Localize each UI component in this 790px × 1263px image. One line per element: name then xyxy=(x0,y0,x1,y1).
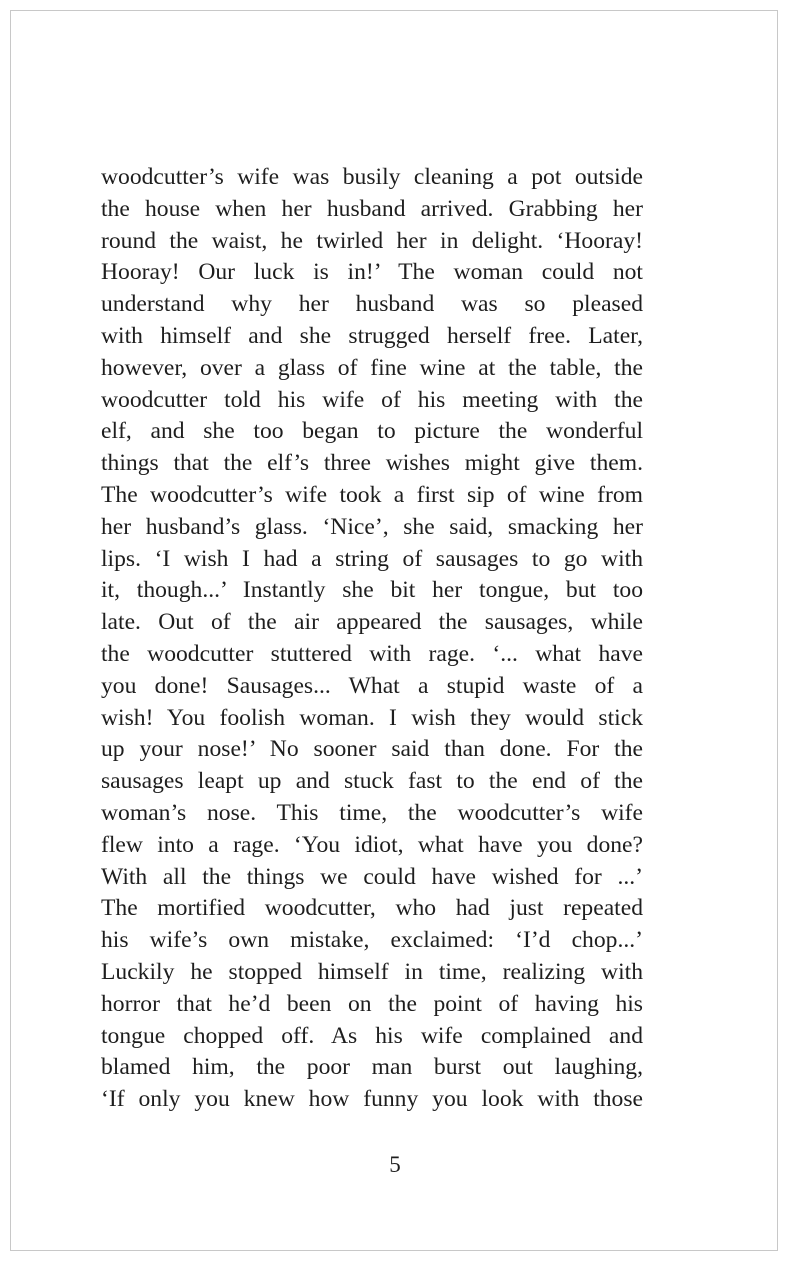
text-line: up your nose!’ No sooner said than done. For the xyxy=(101,736,643,763)
text-line: Hooray! Our luck is in!’ The woman could not xyxy=(101,259,643,286)
text-line: round the waist, he twirled her in delight. ‘Hooray! xyxy=(101,227,643,254)
text-line: understand why her husband was so pleased xyxy=(101,291,643,318)
text-line: horror that he’d been on the point of having his xyxy=(101,990,643,1017)
text-line: The mortified woodcutter, who had just repeated xyxy=(101,895,643,922)
text-line: lips. ‘I wish I had a string of sausages to go with xyxy=(101,545,643,572)
text-line: woodcutter’s wife was busily cleaning a pot outside xyxy=(101,164,643,190)
text-line: Luckily he stopped himself in time, realizing with xyxy=(101,958,643,985)
text-line: however, over a glass of fine wine at the table, the xyxy=(101,354,643,381)
text-line: things that the elf’s three wishes might give them. xyxy=(101,450,643,477)
body-text xyxy=(101,162,643,1116)
text-line: sausages leapt up and stuck fast to the end of the xyxy=(101,768,643,795)
text-line: woman’s nose. This time, the woodcutter’s wife xyxy=(101,799,643,826)
page-number: 5 xyxy=(389,1152,401,1177)
text-line: wish! You foolish woman. I wish they would stick xyxy=(101,704,643,731)
text-line: elf, and she too began to picture the wonderful xyxy=(101,418,643,445)
text-line: woodcutter told his wife of his meeting with the xyxy=(101,386,643,413)
text-line: his wife’s own mistake, exclaimed: ‘I’d chop...’ xyxy=(101,927,643,954)
text-line: the house when her husband arrived. Grabbing her xyxy=(101,195,643,222)
text-line: it, though...’ Instantly she bit her tongue, but too xyxy=(101,577,643,604)
text-line: her husband’s glass. ‘Nice’, she said, smacking her xyxy=(101,513,643,540)
text-line: tongue chopped off. As his wife complained and xyxy=(101,1022,643,1049)
text-line: The woodcutter’s wife took a first sip of wine from xyxy=(101,481,643,508)
text-line: blamed him, the poor man burst out laughing, xyxy=(101,1054,643,1081)
text-line: ‘If only you knew how funny you look with those xyxy=(101,1086,643,1113)
text-line: you done! Sausages... What a stupid waste of a xyxy=(101,672,643,699)
text-line: with himself and she strugged herself free. Later, xyxy=(101,322,643,349)
text-line: flew into a rage. ‘You idiot, what have you done? xyxy=(101,831,643,858)
text-line: the woodcutter stuttered with rage. ‘... what have xyxy=(101,640,643,667)
text-line: With all the things we could have wished for ...’ xyxy=(101,863,643,890)
text-line: late. Out of the air appeared the sausages, while xyxy=(101,609,643,636)
